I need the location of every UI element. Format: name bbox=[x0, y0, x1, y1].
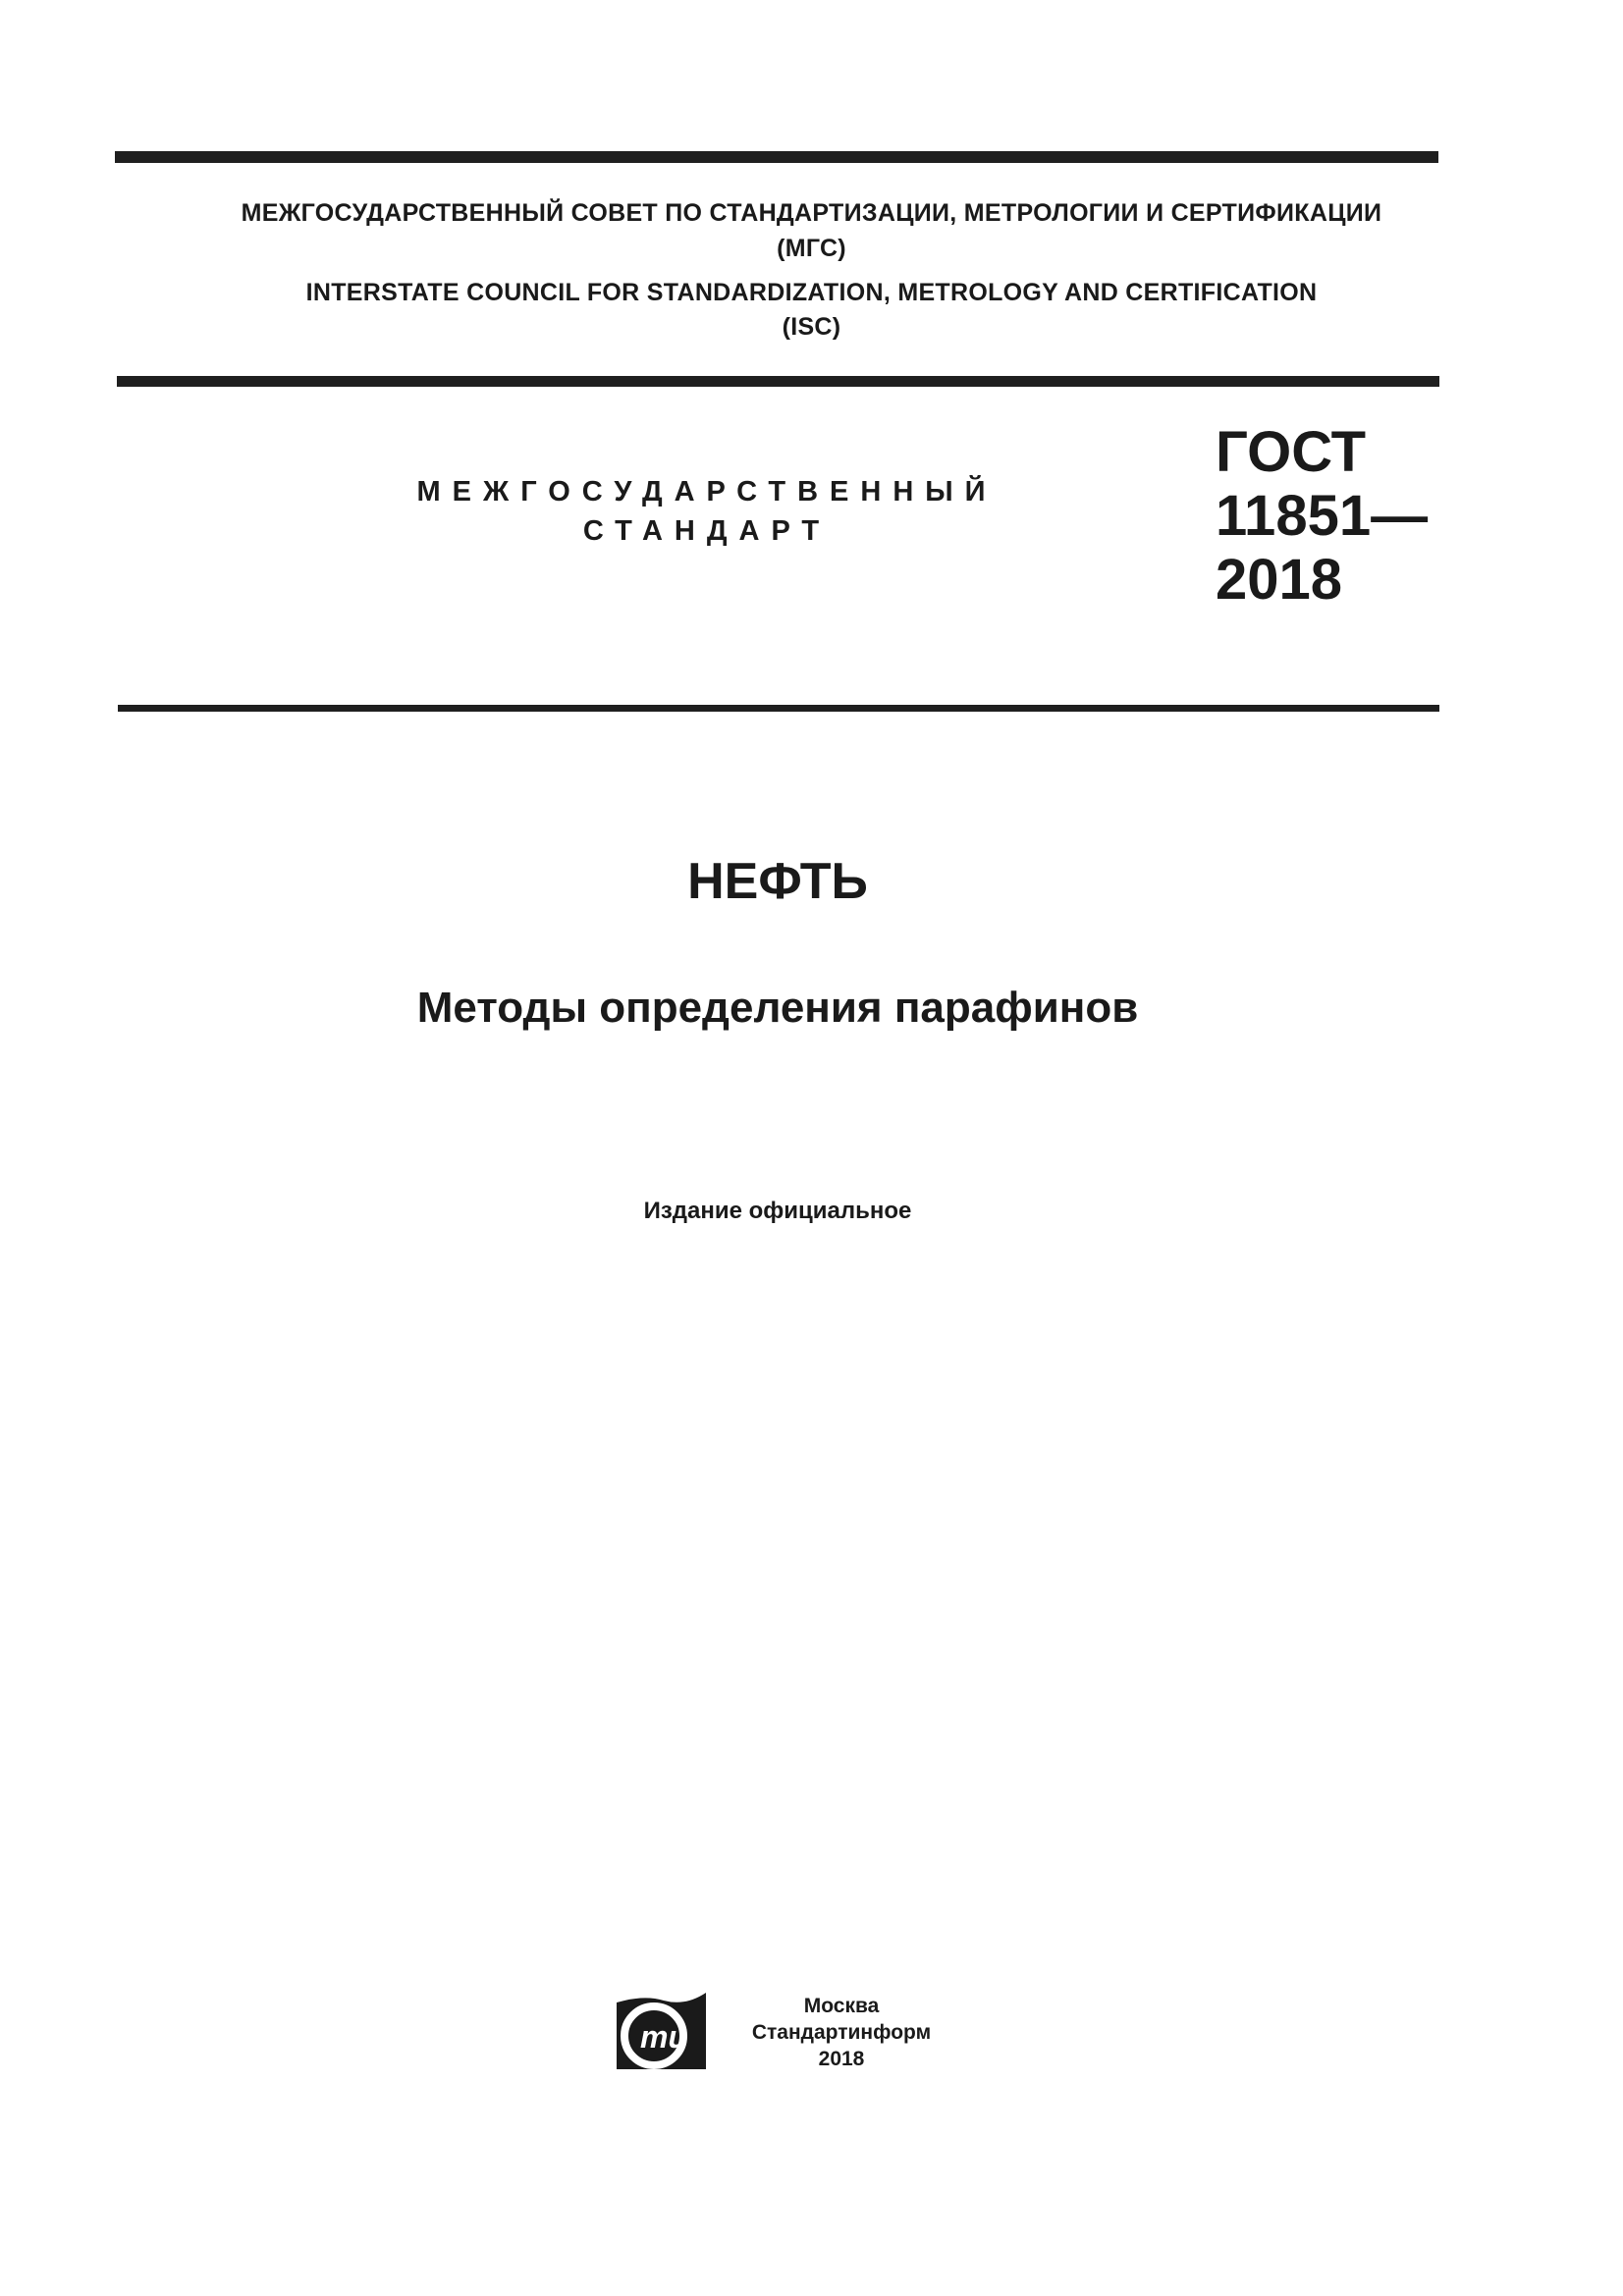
council-name-en: INTERSTATE COUNCIL FOR STANDARDIZATION, METROLOGY AND CERTIFICATION bbox=[305, 279, 1318, 306]
publisher-city: Москва bbox=[803, 1995, 880, 2017]
top-rule bbox=[115, 151, 1438, 163]
standard-type-line2: СТАНДАРТ bbox=[582, 515, 832, 547]
gost-number: 11851— bbox=[1216, 484, 1429, 548]
gost-label: ГОСТ bbox=[1216, 420, 1367, 484]
publisher-name: Стандартинформ bbox=[751, 2021, 932, 2044]
publisher-year: 2018 bbox=[818, 2048, 865, 2070]
council-name-ru: МЕЖГОСУДАРСТВЕННЫЙ СОВЕТ ПО СТАНДАРТИЗАЦИИ, МЕТРОЛОГИИ И СЕРТИФИКАЦИИ bbox=[241, 199, 1382, 227]
title-rule bbox=[118, 705, 1439, 712]
standard-type-line1: МЕЖГОСУДАРСТВЕННЫЙ bbox=[416, 476, 998, 507]
council-abbr-en: (ISC) bbox=[782, 313, 841, 341]
edition-label: Издание официальное bbox=[643, 1198, 912, 1224]
header-rule bbox=[117, 376, 1439, 387]
document-subtitle: Методы определения парафинов bbox=[416, 984, 1139, 1032]
document-title: НЕФТЬ bbox=[687, 853, 868, 910]
gost-year: 2018 bbox=[1216, 548, 1343, 612]
svg-text:ти: ти bbox=[640, 2019, 687, 2055]
council-abbr-ru: (МГС) bbox=[777, 235, 846, 262]
publisher-logo bbox=[615, 1991, 708, 2071]
